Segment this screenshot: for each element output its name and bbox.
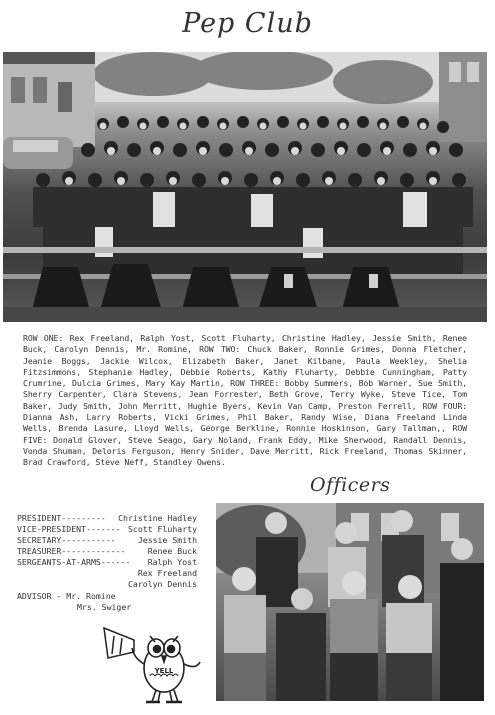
officer-name: Rex Freeland xyxy=(137,568,197,578)
officer-dashes: ------- xyxy=(86,524,121,534)
officer-vice-president xyxy=(17,524,197,535)
officer-name: Renee Buck xyxy=(147,546,197,556)
officer-role: VICE-PRESIDENT xyxy=(17,524,87,534)
officer-name: Christine Hadley xyxy=(118,513,197,523)
officers-heading: Officers xyxy=(310,474,391,496)
page-title: Pep Club xyxy=(182,8,313,39)
owl-mascot-icon xyxy=(100,618,210,708)
officer-role: PRESIDENT xyxy=(17,513,62,523)
officer-dashes: ------ xyxy=(100,557,131,567)
group-photo xyxy=(3,52,487,322)
officer-name: Scott Fluharty xyxy=(127,524,197,534)
officer-dashes: --------- xyxy=(61,513,106,523)
officer-name: Carolyn Dennis xyxy=(127,579,197,589)
officer-treasurer xyxy=(17,546,197,557)
officer-role: TREASURER xyxy=(17,546,62,556)
officer-list xyxy=(17,513,197,613)
officer-advisor: ADVISOR - Mr. Romine xyxy=(17,591,116,601)
mascot-illustration xyxy=(100,618,210,708)
mascot-shirt-text: YELL xyxy=(154,667,174,675)
officer-name: Jessie Smith xyxy=(137,535,197,545)
roster-caption: ROW ONE: Rex Freeland, Ralph Yost, Scott Fluharty, Christine Hadley, Jessie Smith, Renee Buck, Carolyn Dennis, Mr. Romine, ROW TWO: Chuck Baker, Ronnie Grimes, Donna Fletcher, Jeanie Boggs, Jackie Wilcox, Elizabeth Baker, Janet Kilbane, Paula Weekley, Shelia Fitzsimmons, Stephanie Hadley, Debbie Roberts, Kathy Fluharty, Debbie Cunningham, Patty Crumrine, Dulcia Grimes, Mary Kay Martin, ROW THREE: Bobby Summers, Bob Warner, Sue Smith, Sherry Carpenter, Clara Stevens, Jean Forrester, Beth Grove, Terry Wyke, Steve Tice, Tom Baker, Judy Smith, John Merritt, Hughie Byers, Kevin Van Camp, Preston Ferrell, ROW FOUR: Dianna Ash, Larry Roberts, Vicki Grimes, Phil Baker, Randy Wise, Diana Freeland Linda Wells, Brenda Lasure, Lloyd Wells, George Berkline, Ronnie Hoskinson, Gary Tallman,, ROW FIVE: Donald Glover, Steve Seago, Gary Noland, Frank Eddy, Mike Sherwood, Randall Dennis, Vonda Shuman, Deloris Ferguson, Henry Snider, Dave Merritt, Rick Freeland, Thomas Skinner, Brad Crawford, Steve Neff, Standley Owens. xyxy=(23,333,467,468)
officer-sergeants xyxy=(17,557,197,568)
officer-role: SERGEANTS-AT-ARMS xyxy=(17,557,101,567)
officers-photo-illustration xyxy=(216,503,484,701)
group-photo-illustration xyxy=(3,52,487,322)
officer-dashes: ----------- xyxy=(61,535,116,545)
officer-name: Ralph Yost xyxy=(147,557,197,567)
officer-role: SECRETARY xyxy=(17,535,62,545)
officer-name: Mrs. Swiger xyxy=(77,602,132,612)
officer-president xyxy=(17,513,197,524)
officer-secretary xyxy=(17,535,197,546)
officers-photo xyxy=(216,503,484,701)
officer-dashes: ------------- xyxy=(61,546,126,556)
